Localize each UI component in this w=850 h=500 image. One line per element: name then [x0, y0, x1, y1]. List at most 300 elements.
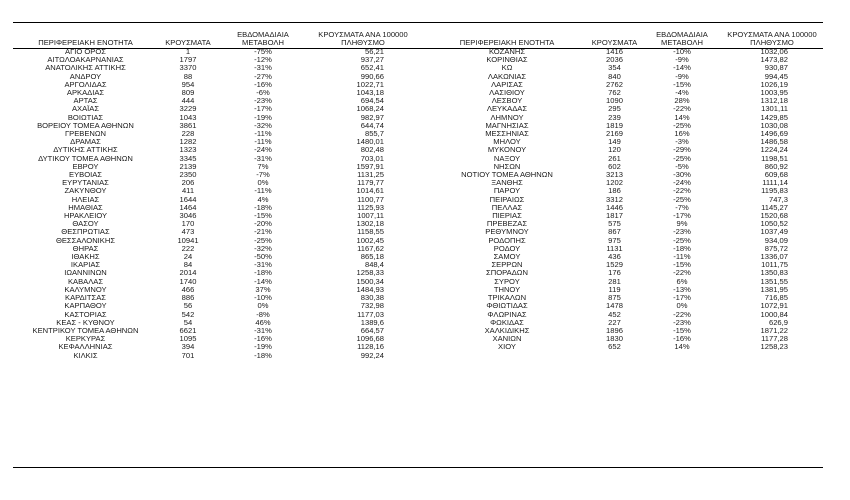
- table-row: [427, 187, 822, 195]
- per-100k-cell: 1177,03: [357, 310, 384, 319]
- region-cell: ΚΑΣΤΟΡΙΑΣ: [64, 310, 107, 319]
- right-table: [427, 22, 822, 352]
- region-cell: ΜΥΚΟΝΟΥ: [487, 146, 527, 155]
- cases-cell: 3046: [179, 212, 197, 221]
- region-cell: ΛΕΥΚΑΔΑΣ: [486, 105, 528, 114]
- weekly-change-cell: -17%: [673, 294, 691, 303]
- weekly-change-cell: 16%: [674, 130, 690, 139]
- weekly-change-cell: -11%: [254, 130, 272, 139]
- weekly-change-cell: -31%: [254, 64, 272, 73]
- per-100k-cell: 1496,69: [760, 130, 788, 139]
- weekly-change-cell: 0%: [676, 302, 688, 311]
- cases-cell: 2169: [606, 130, 623, 139]
- weekly-change-cell: -15%: [254, 212, 272, 221]
- region-cell: ΑΡΓΟΛΙΔΑΣ: [64, 80, 107, 89]
- region-cell: ΚΕΑΣ - ΚΥΘΝΟΥ: [56, 318, 115, 327]
- header-weekly-change-line1: ΕΒΔΟΜΑΔΙΑΙΑ: [237, 30, 289, 39]
- cases-cell: 120: [608, 146, 621, 155]
- right-header-row: [427, 22, 822, 48]
- weekly-change-cell: -16%: [673, 335, 691, 344]
- per-100k-cell: 747,3: [768, 195, 788, 204]
- table-row: [427, 204, 822, 212]
- region-cell: ΣΥΡΟΥ: [494, 277, 520, 286]
- weekly-change-cell: -19%: [254, 343, 272, 352]
- per-100k-cell: 1312,18: [760, 97, 788, 106]
- per-100k-cell: 664,57: [360, 326, 384, 335]
- region-cell: ΔΡΑΜΑΣ: [70, 138, 101, 147]
- cases-cell: 1095: [179, 335, 197, 344]
- right-table-half: [427, 22, 822, 352]
- cases-cell: 542: [181, 310, 195, 319]
- table-row: [13, 105, 418, 113]
- weekly-change-cell: -32%: [254, 244, 272, 253]
- table-row: [13, 130, 418, 138]
- per-100k-cell: 990,66: [360, 72, 384, 81]
- region-cell: ΠΕΛΛΑΣ: [491, 203, 523, 212]
- per-100k-cell: 1473,82: [760, 56, 788, 65]
- weekly-change-cell: -12%: [254, 56, 272, 65]
- weekly-change-cell: -10%: [254, 294, 272, 303]
- weekly-change-cell: -25%: [254, 236, 272, 245]
- table-row: [13, 228, 418, 236]
- weekly-change-cell: -11%: [254, 187, 272, 196]
- table-row: [427, 220, 822, 228]
- table-row: [13, 352, 418, 360]
- table-row: [427, 343, 822, 351]
- per-100k-cell: 1301,11: [761, 105, 788, 114]
- table-row: [427, 278, 822, 286]
- cases-cell: 1: [185, 48, 191, 56]
- table-row: [13, 81, 418, 89]
- cases-cell: 84: [183, 261, 193, 270]
- weekly-change-cell: -24%: [673, 179, 691, 188]
- region-cell: ΦΩΚΙΔΑΣ: [490, 318, 524, 327]
- weekly-change-cell: -23%: [254, 97, 272, 106]
- weekly-change-cell: 7%: [257, 162, 269, 171]
- weekly-change-cell: -30%: [673, 171, 691, 180]
- cases-cell: 281: [608, 277, 621, 286]
- cases-cell: 1043: [179, 113, 197, 122]
- table-row: [427, 114, 822, 122]
- cases-cell: 452: [608, 310, 621, 319]
- cases-cell: 1464: [179, 203, 197, 212]
- per-100k-cell: 934,09: [764, 236, 788, 245]
- region-cell: ΧΑΛΚΙΔΙΚΗΣ: [484, 326, 530, 335]
- per-100k-cell: 994,45: [764, 72, 788, 81]
- region-cell: ΙΚΑΡΙΑΣ: [70, 261, 101, 270]
- cases-cell: 436: [608, 253, 621, 262]
- table-row: [13, 212, 418, 220]
- table-row: [427, 212, 822, 220]
- weekly-change-cell: 46%: [255, 318, 271, 327]
- table-row: [13, 237, 418, 245]
- region-cell: ΛΑΡΙΣΑΣ: [491, 80, 523, 89]
- weekly-change-cell: -14%: [673, 64, 691, 73]
- region-cell: ΙΘΑΚΗΣ: [71, 253, 100, 262]
- per-100k-cell: 1011,75: [761, 261, 788, 270]
- cases-cell: 1478: [606, 302, 623, 311]
- cases-cell: 3861: [179, 121, 197, 130]
- cases-cell: 2036: [606, 56, 623, 65]
- cases-cell: 602: [608, 162, 621, 171]
- weekly-change-cell: -16%: [254, 335, 272, 344]
- region-cell: ΡΟΔΟΠΗΣ: [488, 236, 526, 245]
- cases-cell: 170: [181, 220, 195, 229]
- cases-cell: 3312: [606, 195, 623, 204]
- per-100k-cell: 1351,55: [760, 277, 788, 286]
- weekly-change-cell: -3%: [675, 138, 689, 147]
- region-cell: ΚΑΒΑΛΑΣ: [67, 277, 104, 286]
- per-100k-cell: 802,48: [360, 146, 384, 155]
- table-row: [13, 122, 418, 130]
- weekly-change-cell: -31%: [254, 326, 272, 335]
- per-100k-cell: 992,24: [360, 351, 384, 360]
- header-cases: ΚΡΟΥΣΜΑΤΑ: [591, 38, 638, 47]
- region-cell: ΒΟΡΕΙΟΥ ΤΟΜΕΑ ΑΘΗΝΩΝ: [37, 121, 134, 130]
- weekly-change-cell: -11%: [673, 253, 691, 262]
- table-row: [427, 253, 822, 261]
- cases-cell: 227: [608, 318, 621, 327]
- cases-cell: 3213: [606, 171, 623, 180]
- cases-cell: 867: [608, 228, 621, 237]
- weekly-change-cell: -15%: [673, 261, 691, 270]
- cases-cell: 652: [608, 343, 621, 352]
- per-100k-cell: 1167,62: [357, 244, 384, 253]
- table-row: [427, 245, 822, 253]
- weekly-change-cell: -17%: [673, 212, 691, 221]
- weekly-change-cell: -25%: [673, 236, 691, 245]
- per-100k-cell: 1072,91: [760, 302, 788, 311]
- table-row: [13, 319, 418, 327]
- weekly-change-cell: -7%: [256, 171, 270, 180]
- weekly-change-cell: -32%: [254, 121, 272, 130]
- left-table-half: [13, 22, 418, 360]
- cases-cell: 88: [183, 72, 193, 81]
- per-100k-cell: 982,97: [360, 113, 384, 122]
- weekly-change-cell: -31%: [254, 154, 272, 163]
- per-100k-cell: 56,21: [364, 48, 384, 56]
- region-cell: ΚΑΡΠΑΘΟΥ: [64, 302, 107, 311]
- region-cell: ΜΕΣΣΗΝΙΑΣ: [485, 130, 529, 139]
- weekly-change-cell: 4%: [257, 195, 269, 204]
- cases-cell: 354: [608, 64, 621, 73]
- per-100k-cell: 1096,68: [356, 335, 384, 344]
- table-row: [13, 187, 418, 195]
- header-weekly-change: [642, 22, 722, 48]
- region-cell: ΚΩ: [501, 64, 513, 73]
- region-cell: ΡΕΘΥΜΝΟΥ: [485, 228, 529, 237]
- cases-cell: 1090: [606, 97, 623, 106]
- region-cell: ΛΗΜΝΟΥ: [490, 113, 524, 122]
- table-row: [427, 81, 822, 89]
- per-100k-cell: 1258,33: [356, 269, 384, 278]
- region-cell: ΘΕΣΠΡΩΤΙΑΣ: [61, 228, 110, 237]
- weekly-change-cell: 28%: [674, 97, 690, 106]
- cases-cell: 1644: [179, 195, 197, 204]
- table-row: [13, 278, 418, 286]
- weekly-change-cell: -16%: [254, 80, 272, 89]
- table-row: [427, 163, 822, 171]
- per-100k-cell: 652,41: [360, 64, 384, 73]
- cases-cell: 1131: [606, 244, 623, 253]
- cases-cell: 1819: [606, 121, 623, 130]
- cases-cell: 1896: [606, 326, 623, 335]
- cases-cell: 840: [608, 72, 621, 81]
- per-100k-cell: 1597,91: [356, 162, 384, 171]
- region-cell: ΠΕΙΡΑΙΩΣ: [489, 195, 525, 204]
- per-100k-cell: 848,4: [364, 261, 384, 270]
- weekly-change-cell: -19%: [254, 113, 272, 122]
- table-bottom-rule: [13, 467, 823, 468]
- table-row: [13, 204, 418, 212]
- per-100k-cell: 1007,11: [357, 212, 384, 221]
- region-cell: ΡΟΔΟΥ: [493, 244, 521, 253]
- header-weekly-change-line2: ΜΕΤΑΒΟΛΗ: [242, 38, 284, 47]
- cases-cell: 10941: [177, 236, 199, 245]
- per-100k-cell: 1026,19: [760, 80, 788, 89]
- table-row: [427, 138, 822, 146]
- per-100k-cell: 1100,77: [357, 195, 384, 204]
- region-cell: ΤΗΝΟΥ: [493, 285, 521, 294]
- table-row: [427, 261, 822, 269]
- weekly-change-cell: -6%: [256, 89, 270, 98]
- cases-cell: 239: [608, 113, 621, 122]
- weekly-change-cell: -22%: [673, 269, 691, 278]
- region-cell: ΠΡΕΒΕΖΑΣ: [486, 220, 528, 229]
- weekly-change-cell: -50%: [254, 253, 272, 262]
- table-row: [13, 343, 418, 351]
- weekly-change-cell: 37%: [255, 285, 271, 294]
- table-row: [427, 155, 822, 163]
- weekly-change-cell: -27%: [254, 72, 272, 81]
- table-row: [13, 155, 418, 163]
- table-row: [427, 56, 822, 64]
- cases-cell: 1740: [179, 277, 197, 286]
- right-table-body: [427, 48, 822, 352]
- region-cell: ΑΙΤΩΛΟΑΚΑΡΝΑΝΙΑΣ: [47, 56, 124, 65]
- table-row: [427, 311, 822, 319]
- table-row: [427, 64, 822, 72]
- region-cell: ΖΑΚΥΝΘΟΥ: [64, 187, 107, 196]
- table-row: [427, 319, 822, 327]
- per-100k-cell: 875,72: [764, 244, 788, 253]
- table-row: [13, 179, 418, 187]
- region-cell: ΙΩΑΝΝΙΝΩΝ: [64, 269, 107, 278]
- header-weekly-change: [218, 22, 308, 48]
- header-per-100k-line2: ΠΛΗΘΥΣΜΟ: [750, 38, 794, 47]
- table-row: [13, 245, 418, 253]
- per-100k-cell: 732,98: [360, 302, 384, 311]
- per-100k-cell: 1480,01: [356, 138, 384, 147]
- region-cell: ΕΥΒΟΙΑΣ: [69, 171, 102, 180]
- cases-cell: 3345: [179, 154, 197, 163]
- weekly-change-cell: -13%: [673, 285, 691, 294]
- table-row: [13, 302, 418, 310]
- table-row: [427, 237, 822, 245]
- per-100k-cell: 1302,18: [356, 220, 384, 229]
- table-row: [427, 105, 822, 113]
- per-100k-cell: 1350,83: [760, 269, 788, 278]
- region-cell: ΦΛΩΡΙΝΑΣ: [487, 310, 527, 319]
- region-cell: ΒΟΙΩΤΙΑΣ: [67, 113, 104, 122]
- per-100k-cell: 855,7: [364, 130, 384, 139]
- weekly-change-cell: -25%: [673, 195, 691, 204]
- table-row: [427, 327, 822, 335]
- table-row: [427, 97, 822, 105]
- weekly-change-cell: -20%: [254, 220, 272, 229]
- weekly-change-cell: -18%: [254, 351, 272, 360]
- weekly-change-cell: 14%: [674, 343, 690, 352]
- region-cell: ΚΕΦΑΛΛΗΝΙΑΣ: [58, 343, 113, 352]
- per-100k-cell: 1177,28: [761, 335, 788, 344]
- per-100k-cell: 1429,85: [760, 113, 788, 122]
- weekly-change-cell: 0%: [257, 302, 269, 311]
- per-100k-cell: 1158,55: [357, 228, 384, 237]
- per-100k-cell: 1195,83: [761, 187, 788, 196]
- region-cell: ΑΝΑΤΟΛΙΚΗΣ ΑΤΤΙΚΗΣ: [45, 64, 126, 73]
- region-cell: ΣΠΟΡΑΔΩΝ: [486, 269, 528, 278]
- weekly-change-cell: 6%: [676, 277, 688, 286]
- header-per-100k: [308, 22, 418, 48]
- region-cell: ΤΡΙΚΑΛΩΝ: [487, 294, 527, 303]
- weekly-change-cell: -11%: [254, 138, 272, 147]
- cases-cell: 3370: [179, 64, 197, 73]
- table-row: [427, 89, 822, 97]
- weekly-change-cell: -75%: [254, 48, 272, 56]
- region-cell: ΧΙΟΥ: [498, 343, 516, 352]
- per-100k-cell: 1486,58: [760, 138, 788, 147]
- region-cell: ΦΘΙΩΤΙΔΑΣ: [486, 302, 528, 311]
- cases-cell: 1416: [606, 48, 623, 56]
- per-100k-cell: 1128,16: [357, 343, 384, 352]
- cases-cell: 176: [608, 269, 621, 278]
- region-cell: ΓΡΕΒΕΝΩΝ: [64, 130, 107, 139]
- region-cell: ΛΕΣΒΟΥ: [491, 97, 523, 106]
- per-100k-cell: 703,01: [360, 154, 384, 163]
- region-cell: ΑΧΑΪΑΣ: [71, 105, 100, 114]
- per-100k-cell: 716,85: [764, 294, 788, 303]
- per-100k-cell: 1032,06: [760, 48, 788, 56]
- weekly-change-cell: -18%: [673, 244, 691, 253]
- cases-cell: 701: [181, 351, 195, 360]
- header-weekly-change-line1: ΕΒΔΟΜΑΔΙΑΙΑ: [656, 30, 708, 39]
- weekly-change-cell: -10%: [673, 48, 691, 56]
- table-row: [427, 122, 822, 130]
- weekly-change-cell: -4%: [675, 89, 689, 98]
- region-cell: ΛΑΚΩΝΙΑΣ: [487, 72, 527, 81]
- per-100k-cell: 1125,93: [357, 203, 384, 212]
- table-row: [13, 196, 418, 204]
- per-100k-cell: 626,9: [768, 318, 788, 327]
- weekly-change-cell: 0%: [257, 179, 269, 188]
- region-cell: ΑΝΔΡΟΥ: [69, 72, 102, 81]
- cases-cell: 411: [181, 187, 195, 196]
- table-row: [427, 196, 822, 204]
- weekly-change-cell: -15%: [673, 326, 691, 335]
- cases-cell: 56: [183, 302, 193, 311]
- per-100k-cell: 1871,22: [760, 326, 788, 335]
- per-100k-cell: 1003,95: [760, 89, 788, 98]
- per-100k-cell: 1258,23: [760, 343, 788, 352]
- per-100k-cell: 830,38: [360, 294, 384, 303]
- cases-cell: 575: [608, 220, 621, 229]
- table-row: [13, 64, 418, 72]
- region-cell: ΚΟΖΑΝΗΣ: [488, 48, 526, 56]
- region-cell: ΔΥΤΙΚΗΣ ΑΤΤΙΚΗΣ: [53, 146, 118, 155]
- weekly-change-cell: -22%: [673, 187, 691, 196]
- table-row: [427, 73, 822, 81]
- cases-cell: 228: [181, 130, 195, 139]
- weekly-change-cell: -5%: [675, 162, 689, 171]
- region-cell: ΝΟΤΙΟΥ ΤΟΜΕΑ ΑΘΗΝΩΝ: [461, 171, 553, 180]
- cases-cell: 54: [183, 318, 193, 327]
- region-cell: ΚΕΝΤΡΙΚΟΥ ΤΟΜΕΑ ΑΘΗΝΩΝ: [32, 326, 139, 335]
- per-100k-cell: 1389,6: [360, 318, 384, 327]
- cases-cell: 809: [181, 89, 195, 98]
- cases-cell: 975: [608, 236, 621, 245]
- region-cell: ΞΑΝΘΗΣ: [491, 179, 523, 188]
- cases-cell: 1446: [606, 203, 623, 212]
- cases-cell: 6621: [179, 326, 197, 335]
- region-cell: ΑΓΙΟ ΟΡΟΣ: [65, 48, 106, 56]
- cases-cell: 2139: [179, 162, 197, 171]
- cases-cell: 473: [181, 228, 195, 237]
- region-cell: ΗΡΑΚΛΕΙΟΥ: [63, 212, 108, 221]
- per-100k-cell: 1198,51: [761, 154, 788, 163]
- per-100k-cell: 1037,49: [760, 228, 788, 237]
- table-row: [427, 294, 822, 302]
- per-100k-cell: 694,54: [360, 97, 384, 106]
- region-cell: ΝΑΞΟΥ: [493, 154, 521, 163]
- per-100k-cell: 1179,77: [357, 179, 384, 188]
- table-row: [13, 269, 418, 277]
- weekly-change-cell: -31%: [254, 261, 272, 270]
- table-row: [13, 114, 418, 122]
- region-cell: ΗΜΑΘΙΑΣ: [68, 203, 103, 212]
- header-per-100k-line1: ΚΡΟΥΣΜΑΤΑ ΑΝΑ 100000: [318, 30, 408, 39]
- table-row: [13, 286, 418, 294]
- per-100k-cell: 1014,61: [356, 187, 384, 196]
- table-row: [427, 302, 822, 310]
- region-cell: ΣΑΜΟΥ: [493, 253, 521, 262]
- per-100k-cell: 1022,71: [356, 80, 384, 89]
- weekly-change-cell: -22%: [673, 105, 691, 114]
- table-row: [427, 335, 822, 343]
- per-100k-cell: 1043,18: [356, 89, 384, 98]
- region-cell: ΕΒΡΟΥ: [72, 162, 99, 171]
- region-cell: ΠΙΕΡΙΑΣ: [492, 212, 522, 221]
- region-cell: ΔΥΤΙΚΟΥ ΤΟΜΕΑ ΑΘΗΝΩΝ: [38, 154, 133, 163]
- cases-cell: 762: [608, 89, 621, 98]
- cases-cell: 3229: [179, 105, 197, 114]
- cases-cell: 24: [183, 253, 193, 262]
- table-row: [427, 228, 822, 236]
- table-row: [13, 220, 418, 228]
- cases-cell: 1282: [179, 138, 197, 147]
- table-row: [427, 48, 822, 56]
- table-row: [13, 146, 418, 154]
- header-per-100k-line2: ΠΛΗΘΥΣΜΟ: [341, 38, 385, 47]
- table-row: [13, 163, 418, 171]
- header-region: ΠΕΡΙΦΕΡΕΙΑΚΗ ΕΝΟΤΗΤΑ: [459, 38, 555, 47]
- region-cell: ΜΑΓΝΗΣΙΑΣ: [485, 121, 529, 130]
- weekly-change-cell: -22%: [673, 310, 691, 319]
- cases-cell: 875: [608, 294, 621, 303]
- per-100k-cell: 1381,95: [760, 285, 788, 294]
- weekly-change-cell: -14%: [254, 277, 272, 286]
- per-100k-cell: 930,87: [764, 64, 788, 73]
- region-cell: ΛΑΣΙΘΙΟΥ: [489, 89, 525, 98]
